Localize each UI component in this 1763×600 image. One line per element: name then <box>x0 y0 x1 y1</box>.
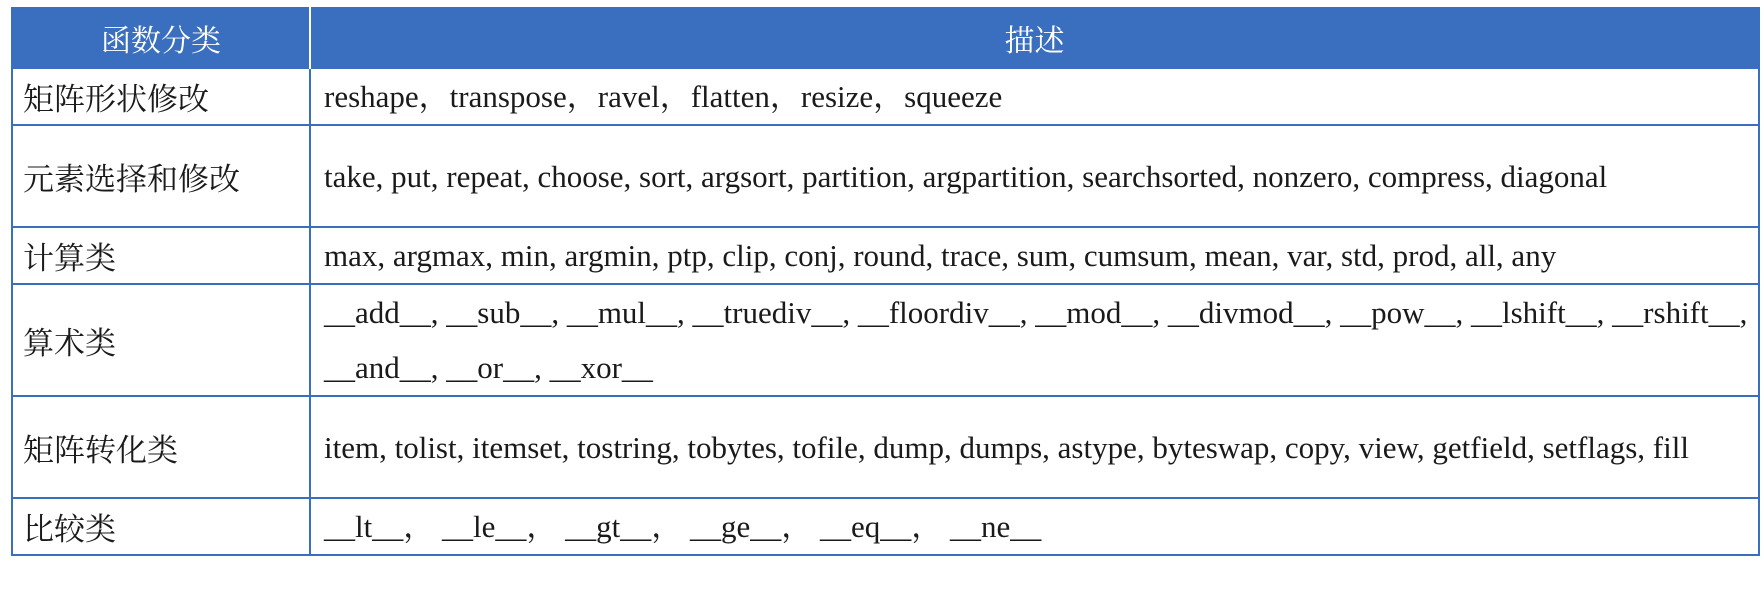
row-description: take, put, repeat, choose, sort, argsort, partition, argpartition, searchsorted, nonzero, compress, diagonal <box>310 125 1759 227</box>
function-table-container <box>11 7 1758 556</box>
row-category: 算术类 <box>12 284 310 396</box>
table-row <box>12 125 1759 227</box>
function-table <box>11 7 1760 556</box>
row-description: __lt__， __le__， __gt__， __ge__， __eq__， __ne__ <box>310 498 1759 555</box>
row-description: __add__, __sub__, __mul__, __truediv__, __floordiv__, __mod__, __divmod__, __pow__, __lshift__, __rshift__, __and__, __or__, __xor__ <box>310 284 1759 396</box>
row-description: reshape，transpose，ravel，flatten，resize，squeeze <box>310 68 1759 125</box>
row-category: 矩阵转化类 <box>12 396 310 498</box>
row-description: item, tolist, itemset, tostring, tobytes, tofile, dump, dumps, astype, byteswap, copy, view, getfield, setflags, fill <box>310 396 1759 498</box>
table-row <box>12 284 1759 396</box>
table-row <box>12 396 1759 498</box>
table-row <box>12 227 1759 284</box>
header-category: 函数分类 <box>12 8 310 68</box>
row-category: 元素选择和修改 <box>12 125 310 227</box>
table-row <box>12 498 1759 555</box>
row-category: 比较类 <box>12 498 310 555</box>
table-header-row <box>12 8 1759 68</box>
row-description: max, argmax, min, argmin, ptp, clip, conj, round, trace, sum, cumsum, mean, var, std, prod, all, any <box>310 227 1759 284</box>
row-category: 计算类 <box>12 227 310 284</box>
row-category: 矩阵形状修改 <box>12 68 310 125</box>
table-row <box>12 68 1759 125</box>
header-description: 描述 <box>310 8 1759 68</box>
